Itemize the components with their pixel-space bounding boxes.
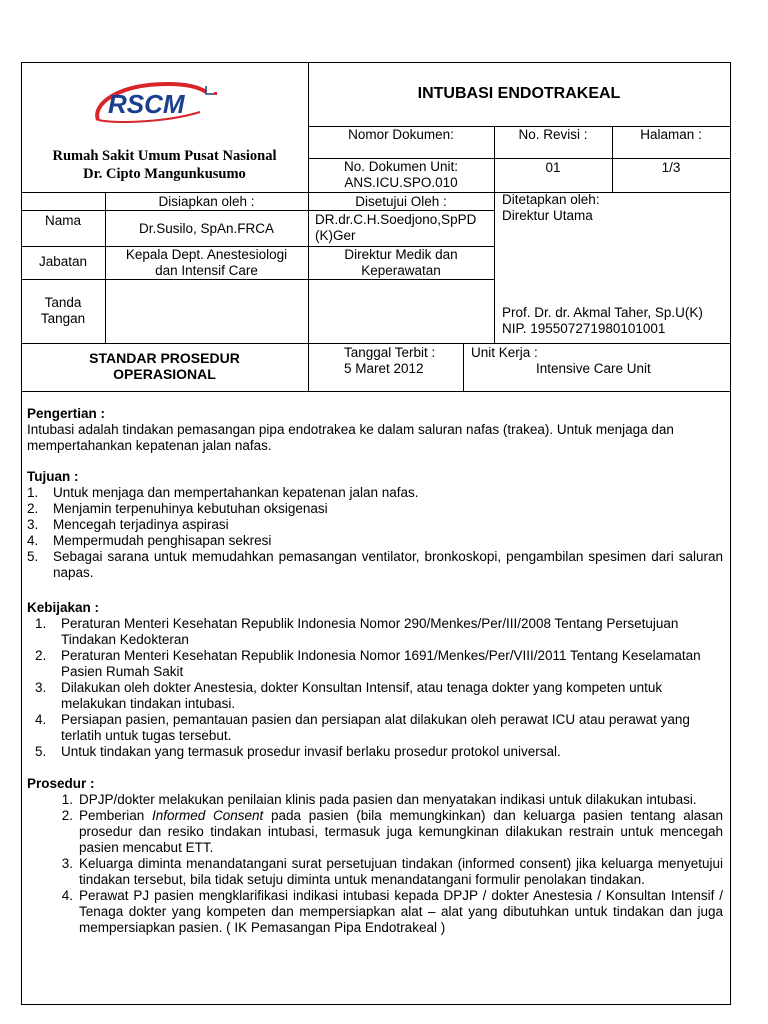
halaman-label: Halaman :	[640, 127, 702, 142]
grid-line	[308, 62, 309, 391]
jabatan-disetujui	[308, 247, 494, 279]
informed-consent-emphasis: Informed Consent	[152, 808, 264, 823]
item-text: Dilakukan oleh dokter Anestesia, dokter Konsultan Intensif, atau tenaga dokter yang kompeten untuk melakukan tindakan intubasi.	[61, 680, 663, 711]
kebijakan-heading: Kebijakan :	[27, 600, 100, 615]
jabatan-disetujui-line1: Direktur Medik dan	[344, 247, 458, 262]
ditetapkan-block	[502, 192, 727, 224]
tanggal-value: 5 Maret 2012	[344, 361, 424, 376]
item-number: 5.	[35, 744, 47, 759]
tujuan-heading: Tujuan :	[27, 469, 79, 484]
grid-line	[21, 391, 731, 392]
tanda-label-line1: Tanda	[44, 295, 82, 310]
spo-title	[21, 350, 308, 382]
item-text: Mempermudah penghisapan sekresi	[53, 533, 272, 548]
tanda-label-line2: Tangan	[40, 311, 86, 326]
pengertian-line2: mempertahankan kepatenan jalan nafas.	[27, 438, 272, 453]
ditetapkan-label: Ditetapkan oleh:	[502, 192, 600, 207]
item-text	[79, 808, 723, 856]
document-title: INTUBASI ENDOTRAKEAL	[417, 85, 621, 102]
nama-label: Nama	[44, 213, 81, 228]
item-text: Menjamin terpenuhinya kebutuhan oksigenasi	[53, 501, 328, 516]
list-item	[27, 616, 707, 648]
item-number: 3.	[35, 680, 47, 695]
pengertian-section	[27, 406, 723, 454]
disetujui-label: Disetujui Oleh :	[355, 194, 447, 209]
list-item	[27, 856, 723, 888]
item-text-part: pada pasien (bila memungkinkan) dan keluarga pasien tentang alasan prosedur dan resiko tindakan intubasi, termasuk juga kemungkinan dilakukan restrain untuk mencegah pasien mencabut ETT.	[79, 808, 723, 855]
tujuan-section	[27, 469, 723, 581]
item-text: Untuk tindakan yang termasuk prosedur invasif berlaku prosedur protokol universal.	[61, 744, 561, 759]
list-item	[27, 485, 723, 501]
list-item	[27, 712, 707, 744]
list-item	[27, 888, 723, 936]
no-dokumen-unit-value: ANS.ICU.SPO.010	[344, 175, 458, 190]
item-text: Untuk menjaga dan mempertahankan kepatenan jalan nafas.	[53, 485, 419, 500]
no-revisi-value: 01	[545, 160, 561, 175]
unit-kerja-value: Intensive Care Unit	[536, 361, 651, 376]
jabatan-disetujui-line2: Keperawatan	[361, 263, 441, 278]
prosedur-heading: Prosedur :	[27, 776, 95, 791]
item-text: DPJP/dokter melakukan penilaian klinis pada pasien dan menyatakan indikasi untuk dilakukan intubasi.	[79, 792, 697, 807]
no-dokumen-unit	[308, 159, 494, 191]
item-number: 3.	[27, 517, 39, 532]
item-number: 2.	[35, 648, 47, 663]
unit-kerja	[471, 345, 729, 377]
list-item	[27, 680, 707, 712]
list-item	[27, 533, 723, 549]
rscm-logo	[88, 80, 228, 124]
item-text-part: Pemberian	[79, 808, 152, 823]
grid-line	[21, 210, 495, 211]
jabatan-label: Jabatan	[38, 254, 88, 269]
jabatan-disiapkan-line1: Kepala Dept. Anestesiologi	[125, 247, 288, 262]
tanggal-label: Tanggal Terbit :	[344, 345, 436, 360]
tanggal-terbit	[344, 345, 463, 377]
list-item	[27, 792, 723, 808]
item-number: 4.	[27, 533, 39, 548]
pengertian-line1: Intubasi adalah tindakan pemasangan pipa endotrakea ke dalam saluran nafas (trakea). Untuk menjaga dan	[27, 422, 674, 437]
item-number: 5.	[27, 549, 39, 564]
unit-kerja-label: Unit Kerja :	[471, 345, 538, 360]
ditetapkan-signatory	[502, 305, 730, 337]
kebijakan-section	[27, 600, 707, 760]
ditetapkan-role: Direktur Utama	[502, 208, 593, 223]
hospital-line2: Dr. Cipto Mangunkusumo	[83, 166, 246, 182]
list-item	[27, 517, 723, 533]
item-number: 2.	[27, 501, 39, 516]
item-number: 4.	[35, 712, 47, 727]
item-text: Keluarga diminta menandatangani surat persetujuan tindakan (informed consent) jika keluarga menyetujui tindakan tersebut, bila tidak setuju diminta untuk menandatangani formulir penolakan tindakan.	[79, 856, 723, 887]
list-item	[27, 549, 723, 581]
spo-line1: STANDAR PROSEDUR	[89, 350, 240, 366]
list-item	[27, 744, 707, 760]
item-number: 1.	[35, 616, 47, 631]
item-text: Peraturan Menteri Kesehatan Republik Indonesia Nomor 290/Menkes/Per/III/2008 Tentang Persetujuan Tindakan Kedokteran	[61, 616, 679, 647]
item-number: 2.	[61, 808, 73, 823]
grid-line	[21, 279, 495, 280]
hospital-line1: Rumah Sakit Umum Pusat Nasional	[52, 148, 277, 164]
nama-disetujui-line2: (K)Ger	[315, 228, 356, 243]
no-revisi-label: No. Revisi :	[518, 127, 588, 142]
item-number: 3.	[61, 856, 73, 871]
jabatan-disiapkan-line2: dan Intensif Care	[155, 263, 258, 278]
item-text: Sebagai sarana untuk memudahkan pemasangan ventilator, bronkoskopi, pengambilan spesimen dari saluran napas.	[53, 549, 723, 580]
logo-text: RSCM	[108, 89, 185, 119]
item-text: Peraturan Menteri Kesehatan Republik Indonesia Nomor 1691/Menkes/Per/VIII/2011 Tentang Keselamatan Pasien Rumah Sakit	[61, 648, 701, 679]
item-number: 4.	[61, 888, 73, 903]
no-dokumen-unit-label: No. Dokumen Unit:	[343, 159, 459, 174]
prosedur-section	[27, 776, 723, 936]
disiapkan-label: Disiapkan oleh :	[158, 194, 255, 209]
grid-line	[21, 343, 731, 344]
item-text: Mencegah terjadinya aspirasi	[53, 517, 229, 532]
list-item	[27, 648, 707, 680]
tanda-tangan-label	[21, 295, 105, 327]
pengertian-heading: Pengertian :	[27, 406, 106, 421]
item-text: Perawat PJ pasien mengklarifikasi indikasi intubasi kepada DPJP / dokter Anestesia / Konsultan Intensif / Tenaga dokter yang kompeten dan mempersiapkan alat – alat yang dibutuhkan untuk tindakan dan juga mempersiapkan pasien. ( IK Pemasangan Pipa Endotrakeal )	[79, 888, 723, 935]
grid-line	[463, 343, 464, 391]
nama-disetujui-line1: DR.dr.C.H.Soedjono,SpPD	[315, 212, 477, 227]
list-item	[27, 501, 723, 517]
item-number: 1.	[27, 485, 39, 500]
list-item	[27, 808, 723, 856]
nama-disiapkan: Dr.Susilo, SpAn.FRCA	[138, 221, 275, 236]
item-number: 1.	[61, 792, 73, 807]
nama-disetujui	[315, 212, 495, 244]
spo-line2: OPERASIONAL	[113, 366, 216, 382]
ditetapkan-name: Prof. Dr. dr. Akmal Taher, Sp.U(K)	[502, 305, 703, 320]
jabatan-disiapkan	[105, 247, 308, 279]
nomor-dokumen-label: Nomor Dokumen:	[348, 127, 454, 142]
ditetapkan-nip: NIP. 195507271980101001	[502, 321, 666, 336]
item-text: Persiapan pasien, pemantauan pasien dan persiapan alat dilakukan oleh perawat ICU atau perawat yang terlatih untuk tugas tersebut.	[61, 712, 690, 743]
hospital-name	[21, 147, 308, 183]
halaman-value: 1/3	[661, 160, 681, 175]
